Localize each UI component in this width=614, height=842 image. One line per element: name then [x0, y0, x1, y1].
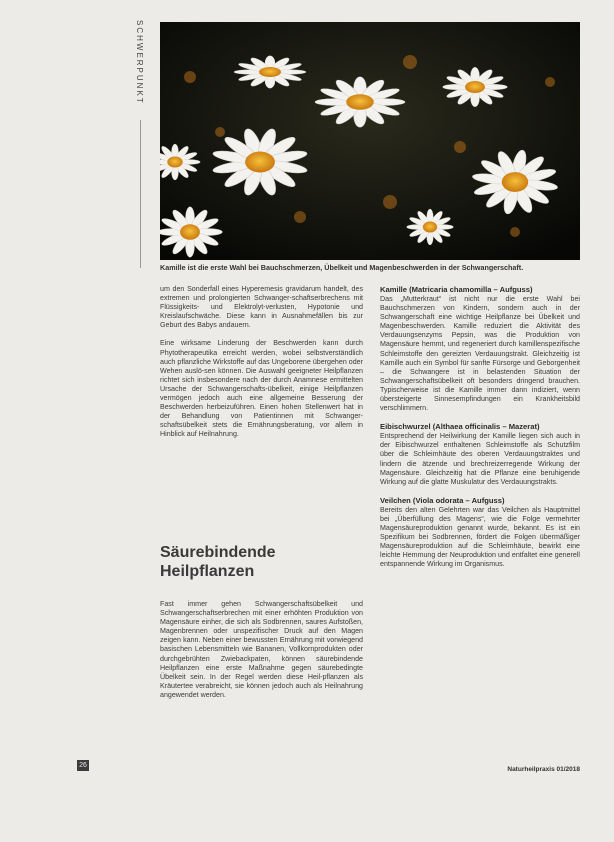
subheading-veilchen: Veilchen (Viola odorata – Aufguss) — [380, 495, 505, 505]
paragraph: Entsprechend der Heilwirkung der Kamille liegen sich auch in der Eibischwurzel enthaltenen Schleimstoffe als Schutzfilm über die Schleimhäute des oberen Verdauungstraktes und lindern die ätzende und brechreizerregende Wirkung der Magensäure. Gleichzeitig hat die Pflanze eine beruhigende Wirkung auf die glatte Muskulatur des Verdauungstrakts. — [380, 432, 580, 486]
subheading-kamille: Kamille (Matricaria chamomilla – Aufguss) — [380, 285, 533, 294]
paragraph: Bereits den alten Gelehrten war das Veilchen als Hauptmittel bei „Überfüllung des Magens“, wie die Folge vermehrter Magensäureproduktion genannt wurde, bekannt. Es ist ein Spezifikum bei Sodbrennen, fördert die Folgen übermäßiger Magensäureproduktion auf die Schleimhäute, bewirkt eine leichte Hemmung der Neuproduktion und entfaltet eine generell entspannende Wirkung im Organismus. — [380, 505, 580, 569]
subheading-eibischwurzel: Eibischwurzel (Althaea officinalis – Mazerat) — [380, 422, 540, 432]
right-column — [380, 285, 580, 578]
paragraph: um den Sonderfall eines Hyperemesis gravidarum handelt, des extremen und prolongierten Schwanger-schaftserbrechens mit Flüssigkeits- und Elektrolyt-verlusten, Hypotonie und Kreislaufschwäche. Diese kann in Ausnahmefällen bis zur Geburt des Babys andauern. — [160, 285, 363, 330]
left-column-top — [160, 285, 363, 449]
chamomile-image — [160, 22, 580, 260]
photo-caption: Kamille ist die erste Wahl bei Bauchschmerzen, Übelkeit und Magenbeschwerden in der Schwangerschaft. — [160, 263, 524, 272]
section-label: SCHWERPUNKT — [135, 20, 144, 105]
side-rule — [140, 120, 141, 268]
left-column-bottom — [160, 600, 363, 709]
paragraph: Fast immer gehen Schwangerschaftsübelkeit und Schwangerschaftserbrechen mit einer erhöhten Produktion von Magensäure einher, die sich als Sodbrennen, saures Aufstoßen, Magenbrennen oder unspezifischer Druck auf den Magen zeigen kann. Neben einer bewussten Ernährung mit vorwiegend basischen Lebensmitteln wie Bananen, Vollkornprodukten oder durchgebrühten Zwiebackpaten, können säurebindende Heilpflanzen eine erste Maßnahme gegen säurebedingte Übelkeit sein. In der Regel werden diese Heil-pflanzen als Kräutertee verabreicht, sie können jedoch auch als Heilnahrung angewendet werden. — [160, 600, 363, 699]
chamomile-photo — [160, 22, 580, 260]
section-heading: Säurebindende Heilpflanzen — [160, 544, 276, 580]
footer-source: Naturheilpraxis 01/2018 — [507, 766, 580, 773]
page-number: 26 — [77, 760, 89, 771]
paragraph: Eine wirksame Linderung der Beschwerden kann durch Phytotherapeutika erreicht werden, wobei selbstverständlich auch pflanzliche Wirkstoffe auf das Ungeborene übergehen oder Wehen auslö-sen können. Die Auswahl geeigneter Heilpflanzen richtet sich insbesondere nach der durch Anamnese ermittelten Ursache der Schwangerschafts-übelkeit, einige Heilpflanzen vermögen jedoch auch eine allgemeine Besserung der Beschwerden herbeizuführen. Einen hohen Stellenwert hat in der Behandlung von Patientinnen mit Schwanger-schaftsübelkeit stets die Ernährungsberatung, vor allem in Hinblick auf Heilnahrung. — [160, 339, 363, 439]
paragraph: Das „Mutterkraut“ ist nicht nur die erste Wahl bei Bauchschmerzen von Kindern, sondern auch in der Schwangerschaft eine wichtige Heilpflanze bei Übelkeit und Magenbeschwerden. Kamille reduziert die Aktivität des Verdauungsenzyms Pepsin, was die Produktion von Magensäure hemmt, und regeneriert durch kamillenspezifische Schleimstoffe den gereizten Verdauungstrakt. Gleichzeitig ist Kamille auch ein Symbol für sanfte Fürsorge und Geborgenheit – die Schwangere ist in belastenden Situation der Schwangerschaftsübelkeit oft besonders dringend brauchen. Typischerweise ist die Kamille immer dann indiziert, wenn übersteigerte Sinnesempfindungen ein Krankheitsbild verschlimmern. — [380, 295, 580, 413]
